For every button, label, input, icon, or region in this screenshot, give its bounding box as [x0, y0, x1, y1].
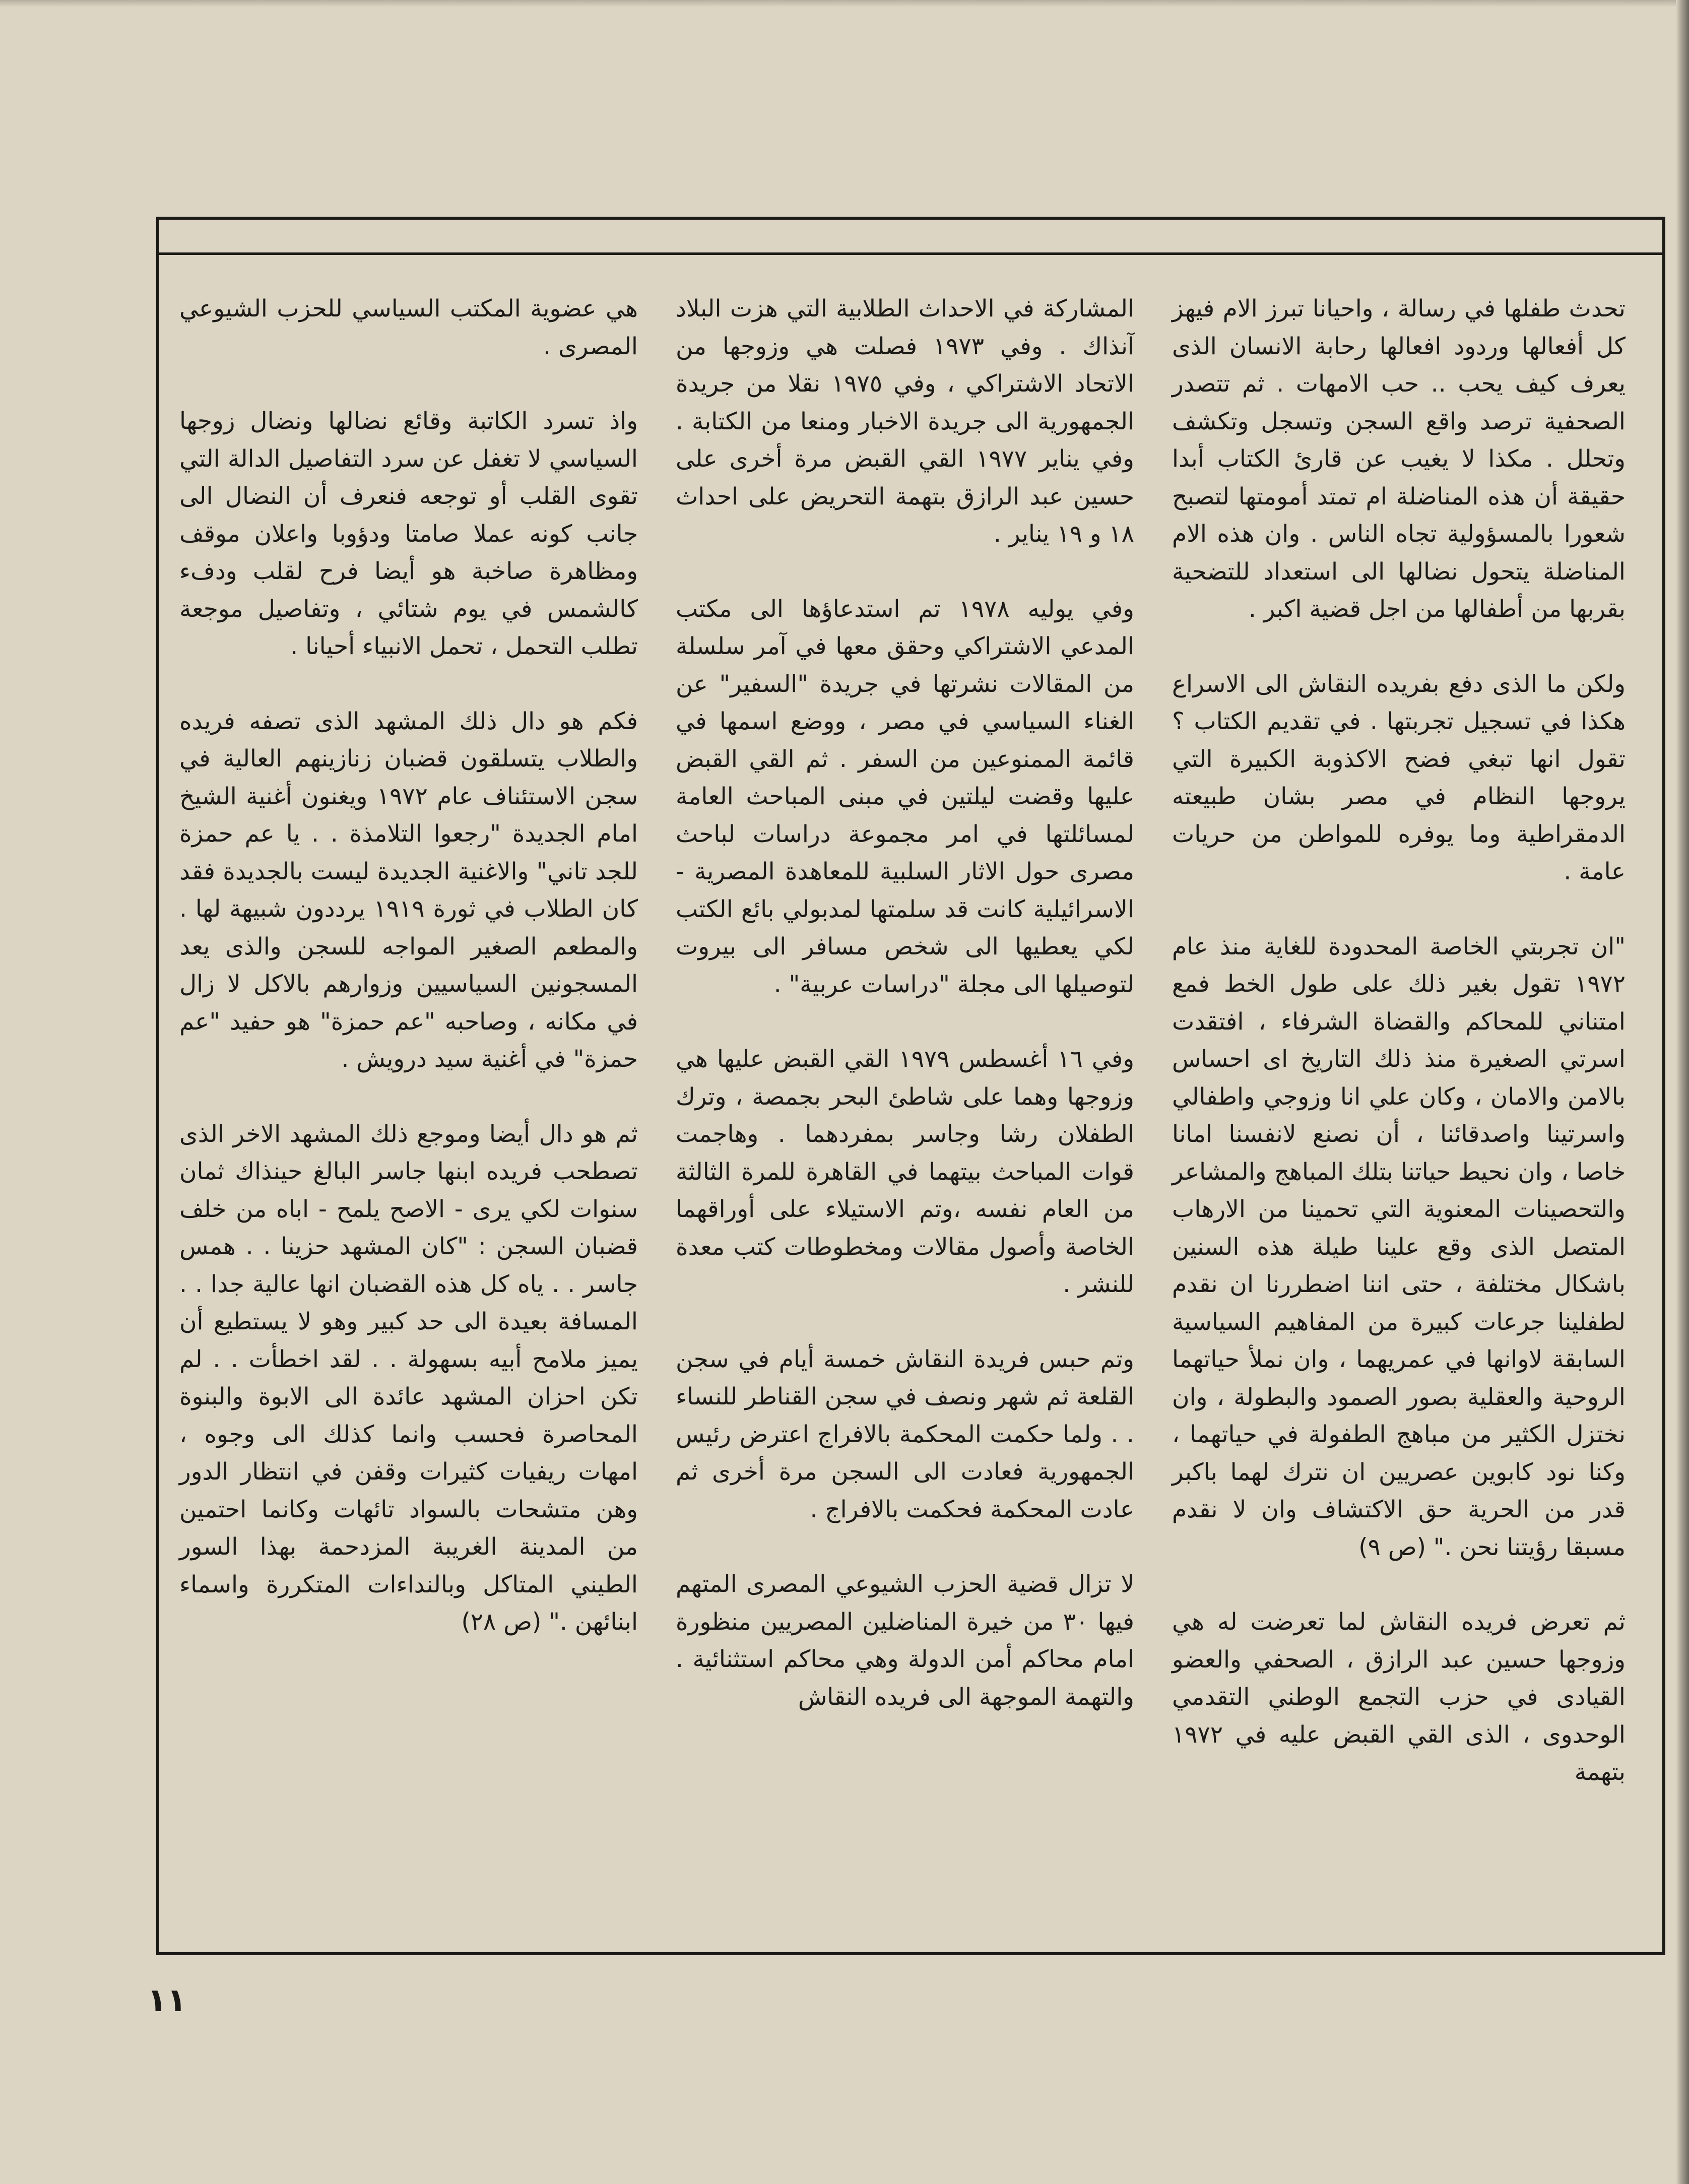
column-middle	[676, 290, 1134, 1943]
page-binding-edge	[1676, 0, 1689, 2184]
paragraph: فكم هو دال ذلك المشهد الذى تصفه فريده والطلاب يتسلقون قضبان زنازينهم العالية في سجن الاستئناف عام ١٩٧٢ ويغنون أغنية الشيخ امام الجديدة "رجعوا التلامذة . . يا عم حمزة للجد تاني" والاغنية الجديدة ليست بالجديدة فقد كان الطلاب في ثورة ١٩١٩ يرددون شبيهة لها . والمطعم الصغير المواجه للسجن والذى يعد المسجونين السياسيين وزوارهم بالاكل لا زال في مكانه ، وصاحبه "عم حمزة" هو حفيد "عم حمزة" في أغنية سيد درويش .	[179, 707, 638, 1073]
paragraph: ثم تعرض فريده النقاش لما تعرضت له هي وزوجها حسين عبد الرازق ، الصحفي والعضو القيادى في حزب التجمع الوطني التقدمي الوحدوى ، الذى القي القبض عليه في ١٩٧٢ بتهمة	[1172, 1608, 1626, 1786]
paragraph: وفي ١٦ أغسطس ١٩٧٩ القي القبض عليها هي وزوجها وهما على شاطئ البحر بجمصة ، وترك الطفلان رشا وجاسر بمفردهما . وهاجمت قوات المباحث بيتهما في القاهرة للمرة الثالثة من العام نفسه ،وتم الاستيلاء على أوراقهما الخاصة وأصول مقالات ومخطوطات كتب معدة للنشر .	[676, 1045, 1135, 1298]
article-frame	[156, 217, 1665, 1955]
paragraph: وفي يوليه ١٩٧٨ تم استدعاؤها الى مكتب المدعي الاشتراكي وحقق معها في آمر سلسلة من المقالات نشرتها في جريدة "السفير" عن الغناء السياسي في مصر ، ووضع اسمها في قائمة الممنوعين من السفر . ثم القي القبض عليها وقضت ليلتين في مبنى المباحث العامة لمسائلتها في امر مجموعة دراسات لباحث مصرى حول الاثار السلبية للمعاهدة المصرية - الاسرائيلية كانت قد سلمتها لمدبولي بائع الكتب لكي يعطيها الى شخص مسافر الى بيروت لتوصيلها الى مجلة "دراسات عربية" .	[676, 595, 1134, 998]
paragraph: ثم هو دال أيضا وموجع ذلك المشهد الاخر الذى تصطحب فريده ابنها جاسر البالغ حينذاك ثمان سنوات لكي يرى - الاصح يلمح - اباه من خلف قضبان السجن : "كان المشهد حزينا . . همس جاسر . . ياه كل هذه القضبان انها عالية جدا . . المسافة بعيدة الى حد كبير وهو لا يستطيع أن يميز ملامح أبيه بسهولة . . لقد اخطأت . . لم تكن احزان المشهد عائدة الى الابوة والبنوة المحاصرة فحسب وانما كذلك الى وجوه ، امهات ريفيات كثيرات وقفن في انتظار الدور وهن متشحات بالسواد تائهات وكانما احتمين من المدينة الغريبة المزدحمة بهذا السور الطيني المتاكل وبالنداءات المتكررة واسماء ابنائهن ." (ص ٢٨)	[179, 1120, 638, 1636]
paragraph: تحدث طفلها في رسالة ، واحيانا تبرز الام فيهز كل أفعالها وردود افعالها رحابة الانسان الذى يعرف كيف يحب .. حب الامهات . ثم تتصدر الصحفية ترصد واقع السجن وتسجل وتكشف وتحلل . مكذا لا يغيب عن قارئ الكتاب أبدا حقيقة أن هذه المناضلة ام تمتد أمومتها لتصبح شعورا بالمسؤولية تجاه الناس . وان هذه الام المناضلة يتحول نضالها الى استعداد للتضحية بقربها من أطفالها من اجل قضية اكبر .	[1172, 295, 1626, 623]
paragraph: "ان تجربتي الخاصة المحدودة للغاية منذ عام ١٩٧٢ تقول بغير ذلك على طول الخط فمع امتناني للمحاكم والقضاة الشرفاء ، افتقدت اسرتي الصغيرة منذ ذلك التاريخ اى احساس بالامن والامان ، وكان علي انا وزوجي واطفالي واسرتينا واصدقائنا ، أن نصنع لانفسنا امانا خاصا ، وان نحيط حياتنا بتلك المباهج والمشاعر والتحصينات المعنوية التي تحمينا من الارهاب المتصل الذى وقع علينا طيلة هذه السنين باشكال مختلفة ، حتى اننا اضطررنا ان نقدم لطفلينا جرعات كبيرة من المفاهيم السياسية السابقة لاوانها في عمريهما ، وان نملأ حياتهما الروحية والعقلية بصور الصمود والبطولة ، وان نختزل الكثير من مباهج الطفولة في حياتهما ، وكنا نود كابوين عصريين ان نترك لهما باكبر قدر من الحرية حق الاكتشاف وان لا نقدم مسبقا رؤيتنا نحن ." (ص ٩)	[1172, 932, 1626, 1561]
page-number: ١١	[147, 1982, 187, 2019]
page-top-shadow	[0, 0, 1689, 7]
header-rule	[159, 252, 1662, 255]
paragraph: هي عضوية المكتب السياسي للحزب الشيوعي المصرى .	[179, 295, 638, 360]
column-right	[1172, 290, 1626, 1943]
paragraph: وتم حبس فريدة النقاش خمسة أيام في سجن القلعة ثم شهر ونصف في سجن القناطر للنساء . . ولما حكمت المحكمة بالافراج اعترض رئيس الجمهورية فعادت الى السجن مرة أخرى ثم عادت المحكمة فحكمت بالافراج .	[676, 1345, 1134, 1523]
paragraph: واذ تسرد الكاتبة وقائع نضالها ونضال زوجها السياسي لا تغفل عن سرد التفاصيل الدالة التي تقوى القلب أو توجعه فنعرف أن النضال الى جانب كونه عملا صامتا ودؤوبا واعلان موقف ومظاهرة صاخبة هو أيضا فرح لقلب ودفء كالشمس في يوم شتائي ، وتفاصيل موجعة تطلب التحمل ، تحمل الانبياء أحيانا .	[179, 407, 638, 660]
paragraph: المشاركة في الاحداث الطلابية التي هزت البلاد آنذاك . وفي ١٩٧٣ فصلت هي وزوجها من الاتحاد الاشتراكي ، وفي ١٩٧٥ نقلا من جريدة الجمهورية الى جريدة الاخبار ومنعا من الكتابة . وفي يناير ١٩٧٧ القي القبض مرة أخرى على حسين عبد الرازق بتهمة التحريض على احداث ١٨ و ١٩ يناير .	[676, 295, 1134, 548]
column-left	[179, 290, 638, 1943]
paragraph: لا تزال قضية الحزب الشيوعي المصرى المتهم فيها ٣٠ من خيرة المناضلين المصريين منظورة امام محاكم أمن الدولة وهي محاكم استثنائية . والتهمة الموجهة الى فريده النقاش	[676, 1570, 1135, 1711]
paragraph: ولكن ما الذى دفع بفريده النقاش الى الاسراع هكذا في تسجيل تجربتها . في تقديم الكتاب ؟تقول انها تبغي فضح الاكذوبة الكبيرة التي يروجها النظام في مصر بشان طبيعته الدمقراطية وما يوفره للمواطن من حريات عامة .	[1172, 670, 1626, 885]
